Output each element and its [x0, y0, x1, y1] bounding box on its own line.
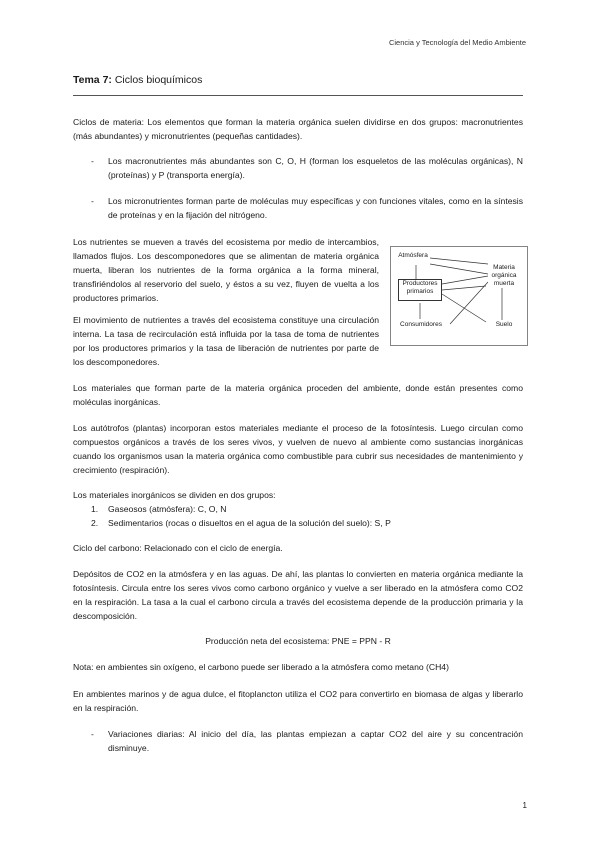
list-text: Sedimentarios (rocas o disueltos en el agua de la solución del suelo): S, P — [108, 518, 391, 528]
paragraph-nutrientes: Los nutrientes se mueven a través del ecosistema por medio de intercambios, llamados flujos. Los descomponedores que se alimentan de materia orgánica muerta, liberan los nutrientes de la forma orgánica a la forma mineral, transfiriéndolos al reservorio del suelo, y éstos a su vez, fluyen de vuelta a los productores primarios. — [73, 237, 379, 303]
page-number: 1 — [522, 801, 527, 810]
diagram-suelo: Suelo — [490, 321, 518, 331]
paragraph-materiales: Los materiales que forman parte de la materia orgánica proceden del ambiente, donde están presentes como moléculas inorgánicas. — [73, 383, 523, 407]
diagram-atmosfera: Atmósfera — [396, 252, 430, 262]
running-header: Ciencia y Tecnología del Medio Ambiente — [388, 38, 526, 47]
paragraph-ciclo-carbono: Ciclo del carbono: Relacionado con el ciclo de energía. — [73, 543, 283, 553]
bullet-text: Los macronutrientes más abundantes son C, O, H (forman los esqueletos de las moléculas orgánicas), N (proteínas) y P (transporta energía). — [108, 156, 523, 180]
title-text: Ciclos bioquímicos — [111, 74, 203, 86]
title-label: Tema 7: — [73, 74, 112, 86]
diagram-materia-organica: Materia orgánica muerta — [488, 264, 520, 288]
page-title — [73, 74, 202, 86]
list-item-sedimentarios — [91, 516, 523, 530]
paragraph-autotrofos: Los autótrofos (plantas) incorporan estos materiales mediante el proceso de la fotosíntesis. Luego circulan como compuestos orgánicos a través de los seres vivos, y vuelven de nuevo al ambiente como sustancias inorgánicas cuando los organismos usan la materia orgánica como combustible para cubrir sus necesidades de mantenimiento y crecimiento (respiración). — [73, 423, 523, 475]
nutrient-cycle-diagram — [390, 246, 528, 346]
list-text: Gaseosos (atmósfera): C, O, N — [108, 504, 227, 514]
bullet-dash: - — [91, 729, 94, 739]
diagram-productores: Productores primarios — [398, 279, 442, 301]
paragraph-ciclos-materia: Ciclos de materia: Los elementos que forman la materia orgánica suelen dividirse en dos grupos: macronutrientes (más abundantes) y micronutrientes (pequeñas cantidades). — [73, 117, 523, 141]
diagram-consumidores: Consumidores — [392, 321, 450, 331]
list-number: 1. — [91, 504, 99, 514]
list-number: 2. — [91, 518, 99, 528]
paragraph-depositos-co2: Depósitos de CO2 en la atmósfera y en las aguas. De ahí, las plantas lo convierten en materia orgánica mediante la fotosíntesis. Circula entre los seres vivos como carbono orgánico y vuelve a ser liberado en la atmósfera como CO2 en la respiración. La tasa a la cual el carbono circula a través del ecosistema depende de la producción primaria y la descomposición. — [73, 569, 523, 621]
bullet-variaciones-diarias — [91, 727, 523, 755]
bullet-dash: - — [91, 196, 94, 206]
bullet-text: Variaciones diarias: Al inicio del día, las plantas empiezan a captar CO2 del aire y su concentración disminuye. — [108, 729, 523, 753]
bullet-micronutrientes — [91, 194, 523, 222]
paragraph-movimiento: El movimiento de nutrientes a través del ecosistema constituye una circulación interna. La tasa de recirculación está influida por la tasa de toma de nutrientes por los productores primarios y la tasa de liberación de nutrientes por parte de los descomponedores. — [73, 315, 379, 367]
title-divider — [73, 95, 523, 96]
bullet-dash: - — [91, 156, 94, 166]
bullet-text: Los micronutrientes forman parte de moléculas muy específicas y con funciones vitales, como en la síntesis de proteínas y en la fijación del nitrógeno. — [108, 196, 523, 220]
bullet-macronutrientes — [91, 154, 523, 182]
note-metano: Nota: en ambientes sin oxígeno, el carbono puede ser liberado a la atmósfera como metano (CH4) — [73, 662, 449, 672]
paragraph-inorganicos: Los materiales inorgánicos se dividen en dos grupos: — [73, 490, 276, 500]
formula-pne: Producción neta del ecosistema: PNE = PPN - R — [205, 636, 391, 646]
paragraph-fitoplancton: En ambientes marinos y de agua dulce, el fitoplancton utiliza el CO2 para convertirlo en biomasa de algas y liberarlo en la respiración. — [73, 689, 523, 713]
list-item-gaseosos — [91, 502, 523, 516]
